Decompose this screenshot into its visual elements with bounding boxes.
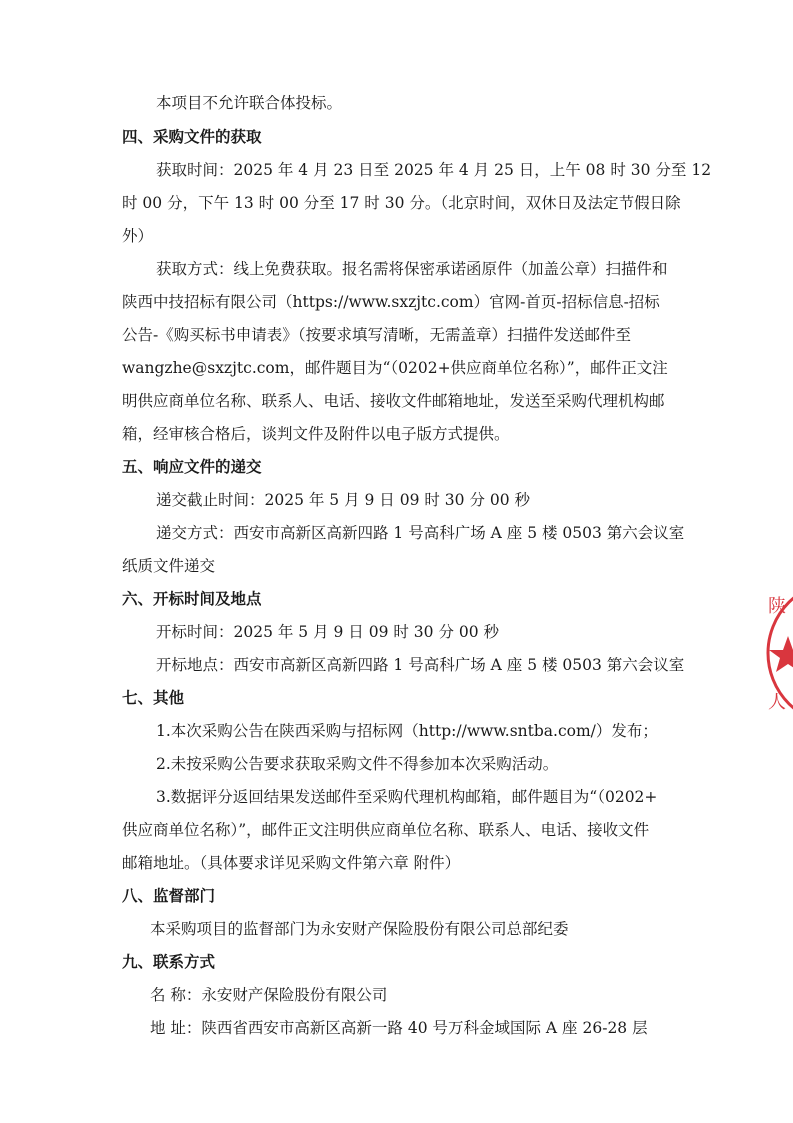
paragraph-line: 开标地点：西安市高新区高新四路 1 号高科广场 A 座 5 楼 0503 第六会议室 (156, 656, 685, 674)
paragraph-line: 开标时间：2025 年 5 月 9 日 09 时 30 分 00 秒 (156, 623, 500, 641)
official-seal (760, 578, 793, 728)
section-heading: 五、响应文件的递交 (122, 457, 262, 476)
seal-char: 陕 (768, 596, 786, 617)
list-item: 1.本次采购公告在陕西采购与招标网（http://www.sntba.com/）发布； (156, 722, 658, 740)
paragraph-line: 箱，经审核合格后，谈判文件及附件以电子版方式提供。 (122, 425, 510, 443)
paragraph-line: 时 00 分，下午 13 时 00 分至 17 时 30 分。（北京时间，双休日及法定节假日除 (122, 194, 681, 212)
paragraph-line: 外） (122, 227, 154, 245)
paragraph-line: wangzhe@sxzjtc.com，邮件题目为“（0202+供应商单位名称）”，邮件正文注 (122, 359, 668, 377)
paragraph-line: 递交方式：西安市高新区高新四路 1 号高科广场 A 座 5 楼 0503 第六会议室 (156, 524, 685, 542)
section-heading: 六、开标时间及地点 (122, 589, 262, 608)
section-heading: 四、采购文件的获取 (122, 127, 262, 146)
paragraph-line: 明供应商单位名称、联系人、电话、接收文件邮箱地址，发送至采购代理机构邮 (122, 392, 665, 410)
seal-char: 人 (768, 692, 786, 713)
paragraph-line: 邮箱地址。（具体要求详见采购文件第六章 附件） (122, 854, 461, 872)
contact-address: 地 址：陕西省西安市高新区高新一路 40 号万科金域国际 A 座 26-28 层 (150, 1019, 648, 1037)
paragraph-line: 公告-《购买标书申请表》（按要求填写清晰，无需盖章）扫描件发送邮件至 (122, 326, 631, 344)
section-heading: 九、联系方式 (122, 952, 216, 971)
contact-name: 名 称：永安财产保险股份有限公司 (150, 986, 388, 1004)
paragraph-line: 本采购项目的监督部门为永安财产保险股份有限公司总部纪委 (150, 920, 569, 938)
paragraph-line: 递交截止时间：2025 年 5 月 9 日 09 时 30 分 00 秒 (156, 491, 531, 509)
paragraph-line: 获取时间：2025 年 4 月 23 日至 2025 年 4 月 25 日，上午 08 时 30 分至 12 (156, 161, 712, 179)
list-item: 2.未按采购公告要求获取采购文件不得参加本次采购活动。 (156, 755, 559, 773)
paragraph-line: 本项目不允许联合体投标。 (156, 94, 343, 112)
paragraph-line: 获取方式：线上免费获取。报名需将保密承诺函原件（加盖公章）扫描件和 (156, 260, 668, 278)
paragraph-line: 纸质文件递交 (122, 557, 216, 575)
paragraph-line: 陕西中技招标有限公司（https://www.sxzjtc.com）官网-首页-招标信息-招标 (122, 293, 660, 311)
paragraph-line: 供应商单位名称）”，邮件正文注明供应商单位名称、联系人、电话、接收文件 (122, 821, 650, 839)
section-heading: 七、其他 (122, 688, 185, 707)
section-heading: 八、监督部门 (122, 886, 216, 905)
list-item: 3.数据评分返回结果发送邮件至采购代理机构邮箱，邮件题目为“（0202+ (156, 788, 658, 806)
